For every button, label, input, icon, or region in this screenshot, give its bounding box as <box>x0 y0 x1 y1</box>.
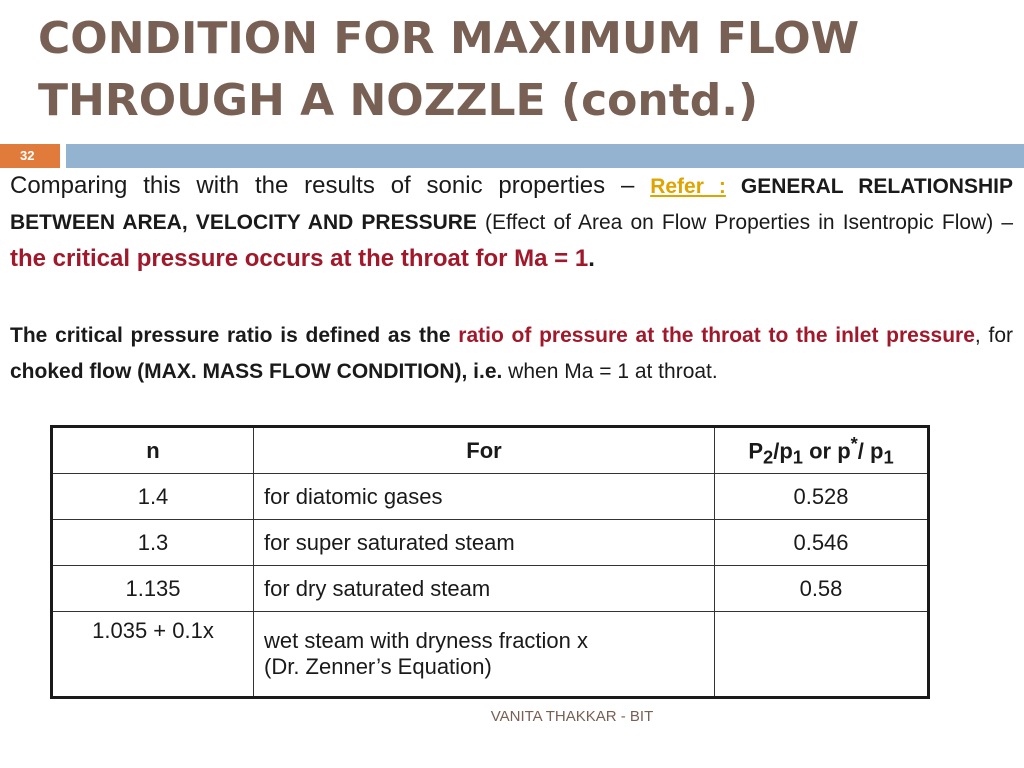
table-row <box>52 520 929 566</box>
cell-n: 1.135 <box>52 566 254 612</box>
p2-text-2: , for <box>974 324 1013 347</box>
table-row <box>52 474 929 520</box>
footer-author: VANITA THAKKAR - BIT <box>490 708 654 725</box>
p2-highlight: ratio of pressure at the throat to the inlet pressure <box>458 324 975 347</box>
cell-for: for diatomic gases <box>254 474 715 520</box>
title-divider <box>0 144 1024 168</box>
header-n: n <box>52 427 254 474</box>
cell-for-line-2: (Dr. Zenner’s Equation) <box>264 654 492 679</box>
divider-bar <box>66 144 1024 168</box>
cell-for: for dry saturated steam <box>254 566 715 612</box>
title-line-2: THROUGH A NOZZLE <box>38 75 546 126</box>
p1-text-3: (Effect of Area on Flow Properties in Isentropic Flow) – <box>476 211 1013 234</box>
cell-n: 1.4 <box>52 474 254 520</box>
cell-ratio: 0.528 <box>715 474 929 520</box>
paragraph-definition <box>10 318 1013 390</box>
table-row <box>52 566 929 612</box>
slide-title <box>38 8 998 132</box>
cell-ratio <box>715 612 929 698</box>
header-for: For <box>254 427 715 474</box>
p1-highlight: the critical pressure occurs at the throat for Ma = 1 <box>10 245 589 272</box>
p1-text-1: Comparing this with the results of sonic properties – <box>10 172 651 199</box>
paragraph-comparison <box>10 168 1013 278</box>
cell-for-line-1: wet steam with dryness fraction x <box>264 628 589 653</box>
title-line-1: CONDITION FOR MAXIMUM FLOW <box>38 13 860 64</box>
header-ratio: $P_2/p_1$ or p*/ $p_1$ <box>715 427 929 474</box>
p2-text-1: The critical pressure ratio is defined as the <box>10 324 459 347</box>
cell-n: 1.035 + 0.1x <box>52 612 254 698</box>
p2-text-3: choked flow (MAX. MASS FLOW CONDITION), i.e. <box>10 360 503 383</box>
cell-for <box>254 612 715 698</box>
cell-for: for super saturated steam <box>254 520 715 566</box>
critical-pressure-table <box>50 425 930 699</box>
p2-text-4: when Ma = 1 at throat. <box>502 360 718 383</box>
cell-ratio: 0.58 <box>715 566 929 612</box>
p1-text-2: GENERAL RELATIONSHIP BETWEEN AREA, VELOCITY AND PRESSURE <box>10 175 1013 234</box>
title-suffix: (contd.) <box>560 75 759 126</box>
slide-number-badge: 32 <box>0 144 60 168</box>
table-header-row <box>52 427 929 474</box>
refer-link[interactable]: Refer : <box>650 175 726 198</box>
cell-n: 1.3 <box>52 520 254 566</box>
p1-end: . <box>588 245 595 272</box>
cell-ratio: 0.546 <box>715 520 929 566</box>
table-row <box>52 612 929 698</box>
